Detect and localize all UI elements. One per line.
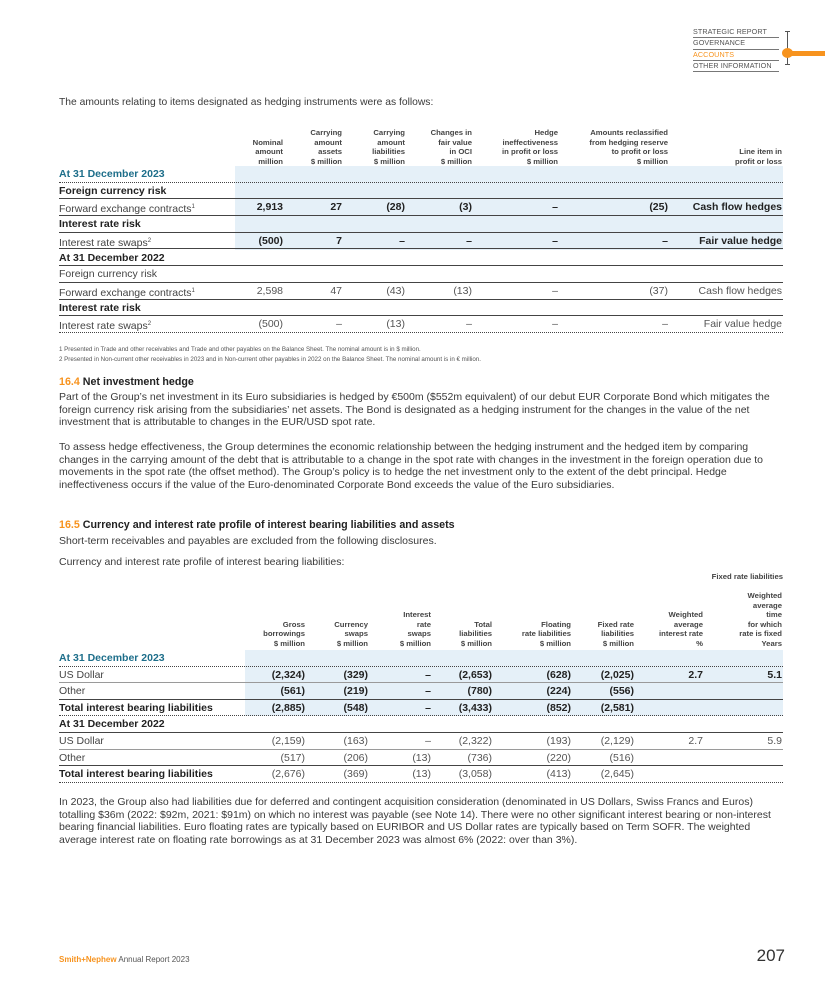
table-cell: (13) [453,284,472,297]
table-cell: (2,159) [271,735,305,747]
table-cell: (43) [386,284,405,297]
column-header [412,128,472,166]
row-label-text: Interest rate risk [59,301,141,314]
table-row [59,233,783,250]
column-header [292,128,342,166]
header-line: average [752,600,782,610]
row-label-text: US Dollar [59,735,104,747]
header-line: amount [255,147,283,156]
column-header [558,128,668,166]
table-cell: (780) [467,685,492,698]
row-label-text: At 31 December 2022 [59,718,165,731]
row-label-text: Interest rate swaps [59,236,148,249]
table-cell: (28) [386,201,405,214]
table-cell: (500) [258,234,283,247]
footnote-1: 1 Presented in Trade and other receivables and Trade and other payables on the Balance Sheet. The nominal amount is in $ million. [59,346,421,353]
paragraph: Part of the Group’s net investment in its Euro subsidiaries is hedged by €500m ($552m equivalent) of our debut EUR Corporate Bond which mitigates the foreign currency risk arising from the subsidiaries’ net assets. The Bond is designated as a hedging instrument for the changes in the value of the net investment that is attributable to changes in the EUR/USD spot rate. [59,391,770,429]
row-label-text: Total interest bearing liabilities [59,768,213,781]
row-label-text: Other [59,685,86,698]
table-row [59,250,783,267]
table-row [59,700,783,717]
table-cell: – [552,284,558,297]
table-row [59,316,783,333]
table-row [59,766,783,783]
row-label [59,685,85,697]
row-label [59,652,165,664]
table-cell: (224) [546,685,571,698]
group-header: Fixed rate liabilities [711,572,783,581]
row-label-text: Total interest bearing liabilities [59,701,213,714]
table-cell: – [552,318,558,331]
table-cell: 2,598 [256,284,283,297]
table-row [59,199,783,216]
header-line: Nominal [252,137,283,147]
row-label [59,735,104,747]
nav-item[interactable]: ACCOUNTS [693,50,779,61]
table-cell: (13) [386,318,405,331]
table-cell: Fair value hedge [703,318,782,331]
header-line: Interest [403,610,431,619]
table-cell: – [425,685,431,698]
section-title: Net investment hedge [82,376,194,388]
header-line: ineffectiveness [502,137,558,147]
header-line: Fixed rate [597,619,634,629]
table-cell: (556) [609,685,634,698]
table-cell: (561) [280,685,305,698]
footer-brand [59,955,190,964]
header-line: $ million [602,638,634,648]
table-cell: (13) [412,751,431,764]
row-label-text: US Dollar [59,668,104,681]
row-label-text: Forward exchange contracts [59,203,192,216]
table-cell: (2,324) [271,668,305,681]
header-line: Gross [282,619,305,629]
header-line: million [258,156,283,166]
header-line: $ million [460,638,492,648]
header-line: Line item in [739,147,782,156]
table-cell: (852) [546,701,571,714]
section-navigation [693,27,779,72]
row-label-text: Foreign currency risk [59,268,158,281]
header-line: $ million [440,156,472,166]
table-header [59,118,783,166]
column-header [712,591,782,648]
table-cell: 7 [336,234,342,247]
nav-item[interactable]: GOVERNANCE [693,38,779,49]
row-label-text: Other [59,751,86,764]
table-row [59,716,783,733]
table-cell: (628) [546,668,571,681]
column-header [491,620,571,649]
column-header [345,128,405,166]
table-cell: (413) [546,768,571,781]
row-label [59,285,195,299]
header-line: Carrying [373,128,405,137]
table-cell: (163) [343,735,368,747]
paragraph: To assess hedge effectiveness, the Group determines the economic relationship between the hedging instrument and the hedged item by comparing changes in the carrying amount of the debt that is attributable to a change in the spot rate with changes in the investment in the foreign operation due to movements in the spot rate (the offset method). The Group’s policy is to hedge the net investment only to the extent of the debt principal. Hedge ineffectiveness occurs if the value of the Euro-denominated Corporate Bond exceeds the value of the Euro subsidiaries. [59,441,763,491]
table-cell: 2.7 [688,668,703,681]
header-line: liabilities [372,147,405,156]
header-line: liabilities [459,629,492,638]
table-cell: 2,913 [256,201,283,214]
table-row [59,283,783,300]
table-row [59,667,783,684]
row-label-text: At 31 December 2022 [59,251,165,264]
footnote-ref: 2 [147,237,152,244]
row-label [59,752,85,764]
table-cell: (3) [459,201,472,214]
table-cell: (25) [649,201,668,214]
table-row [59,750,783,767]
column-header [381,610,431,648]
header-line: average [673,619,703,629]
header-line: Years [761,638,782,648]
header-line: Weighted [747,591,782,600]
row-label [59,168,165,180]
header-line: liabilities [601,629,634,638]
table-cell: (736) [467,751,492,764]
table-cell: – [336,318,342,331]
table-row [59,650,783,667]
table-cell: (548) [343,701,368,714]
row-label [59,252,165,264]
row-label-text: At 31 December 2023 [59,168,165,180]
paragraph: Currency and interest rate profile of interest bearing liabilities: [59,556,345,568]
header-line: to profit or loss [611,147,668,156]
nav-tick [785,64,790,65]
table-cell: (517) [280,751,305,764]
table-row [59,300,783,317]
column-header [478,128,558,166]
table-cell: (2,676) [271,768,305,781]
row-label [59,318,151,332]
header-line: fair value [438,137,472,147]
table-cell: (3,433) [458,701,492,714]
nav-tick [785,31,790,32]
table-cell: (13) [412,768,431,781]
row-label [59,235,151,249]
row-label-text: Interest rate risk [59,218,141,231]
page-number: 207 [756,946,785,965]
section-number: 16.4 [59,376,80,388]
row-label [59,185,166,197]
table-cell: 27 [330,201,342,214]
table-cell: (2,653) [458,668,492,681]
footnote-ref: 1 [191,204,195,211]
header-line: borrowings [263,629,305,638]
table-row [59,166,783,183]
header-line: Weighted [668,610,703,619]
footnote-2: 2 Presented in Non-current other receivables in 2023 and in Non-current other payables in 2022 on the Balance Sheet. The nominal amount is in € million. [59,356,481,363]
header-line: in OCI [449,147,472,156]
table-cell: Cash flow hedges [692,201,782,214]
table-cell: (220) [546,751,571,764]
table-cell: (2,581) [600,701,634,714]
row-label [59,718,165,730]
footnote-ref: 2 [147,321,152,328]
header-line: amount [314,137,342,147]
header-line: $ million [336,638,368,648]
row-label [59,768,213,780]
table-cell: Fair value hedge [699,234,782,247]
table-cell: (516) [609,751,634,764]
header-line: amount [377,137,405,147]
header-line: in profit or loss [502,147,558,156]
table-cell: (3,058) [458,768,492,781]
table-cell: – [662,234,668,247]
row-label [59,268,157,280]
header-line: for which [747,619,782,629]
table-cell: (206) [343,751,368,764]
table-cell: (193) [546,735,571,747]
header-line: $ million [526,156,558,166]
nav-item[interactable]: OTHER INFORMATION [693,61,779,72]
table-cell: – [466,234,472,247]
table-cell: – [425,735,431,747]
table-cell: (500) [258,318,283,331]
table-cell: – [399,234,405,247]
intro-text: The amounts relating to items designated as hedging instruments were as follows: [59,97,434,108]
table-cell: (2,645) [600,768,634,781]
header-line: Currency [334,619,368,629]
table-row [59,733,783,750]
table-cell: (2,322) [458,735,492,747]
column-header [233,138,283,167]
table-cell: (329) [343,668,368,681]
column-header [633,610,703,648]
row-label-text: Interest rate swaps [59,320,148,333]
column-header [245,620,305,649]
table-cell: (2,129) [600,735,634,747]
table-cell: – [425,668,431,681]
table-row [59,683,783,700]
header-line: from hedging reserve [589,137,668,147]
section-heading-16-4 [59,376,194,388]
header-line: Total [474,619,492,629]
header-line: profit or loss [735,156,782,166]
table-cell: – [662,318,668,331]
header-line: $ million [539,638,571,648]
header-line: Carrying [310,128,342,137]
table-cell: – [466,318,472,331]
header-line: interest rate [658,629,703,638]
row-label-text: Forward exchange contracts [59,286,192,299]
row-label-text: Foreign currency risk [59,184,167,197]
header-line: time [766,610,782,619]
header-line: $ million [636,156,668,166]
table-cell: 5.1 [767,668,782,681]
row-label [59,702,213,714]
table-cell: (2,025) [600,668,634,681]
header-line: Hedge [534,128,558,137]
table-row [59,266,783,283]
column-header [308,620,368,649]
header-line: % [696,638,703,648]
closing-paragraph: In 2023, the Group also had liabilities due for deferred and contingent acquisition consideration (denominated in US Dollars, Swiss Francs and Euros) totalling $36m (2022: $92m, 2021: $91m) on which no interest was payable (see Note 14). There were no other significant interest bearing or non-interest bearing financial liabilities. Euro floating rates are typically based on EURIBOR and US Dollar rates are typically based on Term SOFR. The weighted average interest rate on floating rate borrowings as at 31 December 2023 was almost 6% (2022: over than 3%). [59,796,771,846]
header-line: swaps [407,629,431,638]
section-heading-16-5 [59,519,455,531]
table-cell: (2,885) [271,701,305,714]
table-row [59,216,783,233]
table-row [59,183,783,200]
table-cell: – [425,701,431,714]
row-label-text: At 31 December 2023 [59,652,165,664]
interest-rate-profile-table [59,570,783,788]
header-line: assets [318,147,342,156]
paragraph: Short-term receivables and payables are excluded from the following disclosures. [59,535,437,547]
header-line: Changes in [430,128,472,137]
table-cell: 2.7 [688,735,703,747]
header-line: rate is fixed [739,629,782,638]
header-line: Floating [541,619,571,629]
nav-item[interactable]: STRATEGIC REPORT [693,27,779,38]
header-line: $ million [399,638,431,648]
header-line: $ million [310,156,342,166]
table-cell: Cash flow hedges [698,284,782,297]
nav-active-dot [782,48,793,58]
header-line: $ million [273,638,305,648]
footnote-ref: 1 [191,287,195,294]
row-label [59,201,195,215]
column-header [574,620,634,649]
table-cell: 5.9 [767,735,782,747]
header-line: $ million [373,156,405,166]
table-cell: (37) [649,284,668,297]
column-header [432,620,492,649]
row-label [59,669,104,681]
hedging-instruments-table [59,118,783,334]
brand-name: Smith+Nephew [59,955,117,964]
row-label [59,302,141,314]
table-cell: – [552,234,558,247]
row-label [59,218,141,230]
section-number: 16.5 [59,519,80,531]
table-cell: (369) [343,768,368,781]
table-header [59,580,783,648]
header-line: rate [416,619,431,629]
table-cell: 47 [330,284,342,297]
report-name: Annual Report 2023 [116,955,190,964]
header-line: rate liabilities [521,629,571,638]
header-line: Amounts reclassified [590,128,668,137]
table-cell: – [552,201,558,214]
header-line: swaps [344,629,368,638]
section-title: Currency and interest rate profile of interest bearing liabilities and assets [82,519,455,531]
table-cell: (219) [343,685,368,698]
column-header [702,147,782,166]
